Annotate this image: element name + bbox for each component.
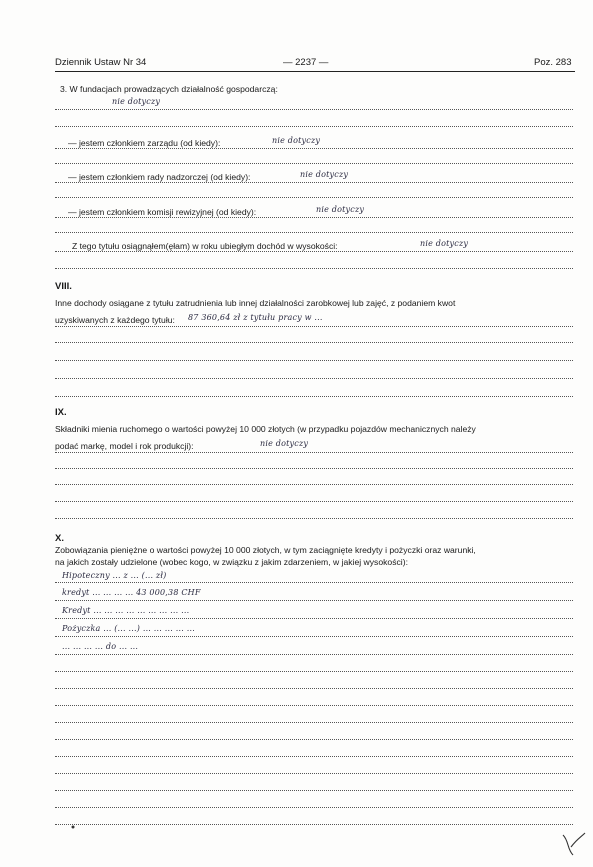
answer-line: [55, 636, 573, 637]
header-rule: [55, 71, 575, 72]
section-x-answer-3: Kredyt ... ... ... ... ... ... ... ... ...: [62, 606, 190, 615]
answer-line: [55, 807, 573, 808]
answer-line: [55, 109, 573, 110]
answer-line: [55, 396, 573, 397]
section-ix-text-2: podać markę, model i rok produkcji):: [55, 441, 194, 451]
answer-line: [55, 582, 573, 583]
answer-line: [55, 618, 573, 619]
section-x-text-2: na jakich zostały udzielone (wobec kogo, w związku z jakim zdarzeniem, w jakiej wysokości):: [55, 557, 408, 567]
answer-line: [55, 790, 573, 791]
answer-line: [55, 232, 573, 233]
answer-line: [55, 756, 573, 757]
answer-line: [55, 600, 573, 601]
answer-line: [55, 197, 573, 198]
answer-line: [55, 251, 573, 252]
answer-line: [55, 126, 573, 127]
answer-line: [55, 326, 573, 327]
board-member-answer: nie dotyczy: [272, 136, 321, 145]
section-x-answer-4: Pożyczka ... (... ...) ... ... ... ... ...: [62, 624, 195, 633]
answer-line: [55, 773, 573, 774]
answer-line: [55, 182, 573, 183]
page-number: — 2237 —: [283, 57, 329, 68]
section-viii-title: VIII.: [55, 281, 72, 292]
section-viii-answer: 87 360,64 zł z tytułu pracy w ...: [188, 313, 323, 322]
answer-line: [55, 342, 573, 343]
answer-line: [55, 518, 573, 519]
answer-line: [55, 722, 573, 723]
section-viii-text: Inne dochody osiągane z tytułu zatrudnienia lub innej działalności zarobkowej lub zajęć, z podaniem kwot: [55, 298, 456, 308]
section-ix-title: IX.: [55, 407, 67, 418]
answer-line: [55, 378, 573, 379]
income-label: Z tego tytułu osiągnąłem(ęłam) w roku ubiegłym dochód w wysokości:: [72, 241, 338, 251]
answer-line: [55, 654, 573, 655]
section-x-answer-2: kredyt ... ... ... ... 43 000,38 CHF: [62, 588, 201, 597]
section-ix-answer: nie dotyczy: [260, 439, 309, 448]
answer-line: [55, 671, 573, 672]
answer-line: [55, 739, 573, 740]
answer-line: [55, 484, 573, 485]
section-x-answer-5: ... ... ... ... do ... ...: [62, 642, 139, 651]
board-member-label: — jestem członkiem zarządu (od kiedy):: [68, 138, 221, 148]
position-number: Poz. 283: [534, 57, 572, 68]
section-x-title: X.: [55, 533, 64, 544]
answer-line: [55, 501, 573, 502]
answer-line: [55, 217, 573, 218]
answer-line: [55, 705, 573, 706]
audit-committee-answer: nie dotyczy: [316, 205, 365, 214]
section-x-text: Zobowiązania pieniężne o wartości powyżej 10 000 złotych, w tym zaciągnięte kredyty i pożyczki oraz warunki,: [55, 545, 476, 555]
income-answer: nie dotyczy: [420, 239, 469, 248]
answer-line: [55, 452, 573, 453]
supervisory-board-answer: nie dotyczy: [300, 170, 349, 179]
supervisory-board-label: — jestem członkiem rady nadzorczej (od kiedy):: [68, 172, 251, 182]
journal-title: Dziennik Ustaw Nr 34: [55, 57, 147, 68]
section-viii-text-2: uzyskiwanych z każdego tytułu:: [55, 315, 175, 325]
answer-line: [55, 688, 573, 689]
foundations-intro: 3. W fundacjach prowadzących działalność gospodarczą:: [60, 84, 278, 94]
answer-line: [55, 148, 573, 149]
ink-dot: [70, 824, 76, 830]
answer-line: [55, 268, 573, 269]
answer-line: [55, 360, 573, 361]
answer-line: [55, 468, 573, 469]
section-x-answer-1: Hipoteczny ... z ... (... zł): [62, 571, 167, 580]
foundations-intro-answer: nie dotyczy: [112, 97, 161, 106]
answer-line: [55, 163, 573, 164]
initials-signature: [559, 829, 587, 859]
section-ix-text: Składniki mienia ruchomego o wartości powyżej 10 000 złotych (w przypadku pojazdów mechanicznych należy: [55, 424, 476, 434]
answer-line: [55, 824, 573, 825]
audit-committee-label: — jestem członkiem komisji rewizyjnej (od kiedy):: [68, 207, 257, 217]
